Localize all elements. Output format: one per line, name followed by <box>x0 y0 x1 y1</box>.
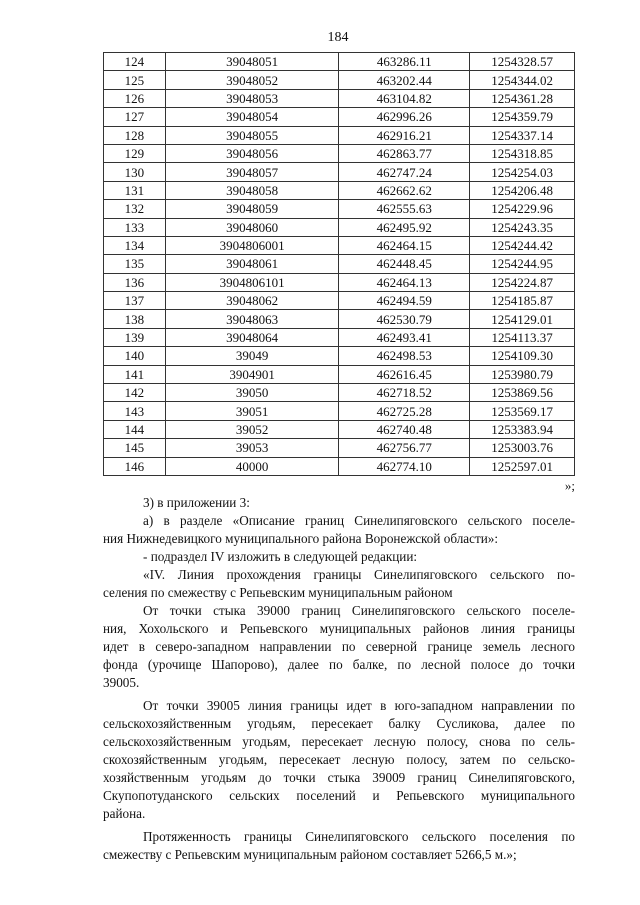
x-coordinate-cell: 462662.62 <box>339 181 470 199</box>
text-line: фонда (урочище Шапорово), далее по балке, по лесной полосе до точки <box>103 657 575 672</box>
point-id-cell: 39048056 <box>165 144 339 162</box>
table-row <box>104 126 575 144</box>
y-coordinate-cell: 1254244.42 <box>470 236 575 254</box>
point-id-cell: 39048059 <box>165 200 339 218</box>
text-line: сельскохозяйственным угодьям, пересекает лесную полосу, снова по сель- <box>103 734 575 749</box>
point-id-cell: 39049 <box>165 347 339 365</box>
y-coordinate-cell: 1254129.01 <box>470 310 575 328</box>
y-coordinate-cell: 1254244.95 <box>470 255 575 273</box>
table-row <box>104 53 575 71</box>
text-line: «IV. Линия прохождения границы Синелипяговского сельского по- <box>143 567 575 582</box>
x-coordinate-cell: 462498.53 <box>339 347 470 365</box>
paragraph <box>103 548 575 566</box>
document-body <box>103 494 575 864</box>
point-id-cell: 39048054 <box>165 108 339 126</box>
row-number-cell: 132 <box>104 200 166 218</box>
point-id-cell: 39048064 <box>165 328 339 346</box>
y-coordinate-cell: 1254359.79 <box>470 108 575 126</box>
x-coordinate-cell: 462448.45 <box>339 255 470 273</box>
table-row <box>104 384 575 402</box>
x-coordinate-cell: 462493.41 <box>339 328 470 346</box>
table-row <box>104 273 575 291</box>
paragraph <box>103 697 575 823</box>
row-number-cell: 140 <box>104 347 166 365</box>
table-row <box>104 365 575 383</box>
x-coordinate-cell: 463286.11 <box>339 53 470 71</box>
y-coordinate-cell: 1254206.48 <box>470 181 575 199</box>
x-coordinate-cell: 462916.21 <box>339 126 470 144</box>
text-line: - подраздел IV изложить в следующей редакции: <box>143 549 418 564</box>
x-coordinate-cell: 462996.26 <box>339 108 470 126</box>
y-coordinate-cell: 1254337.14 <box>470 126 575 144</box>
page-number: 184 <box>327 30 349 45</box>
row-number-cell: 125 <box>104 71 166 89</box>
y-coordinate-cell: 1253980.79 <box>470 365 575 383</box>
point-id-cell: 39048058 <box>165 181 339 199</box>
y-coordinate-cell: 1253383.94 <box>470 420 575 438</box>
row-number-cell: 131 <box>104 181 166 199</box>
x-coordinate-cell: 462756.77 <box>339 439 470 457</box>
table-row <box>104 200 575 218</box>
row-number-cell: 133 <box>104 218 166 236</box>
x-coordinate-cell: 462774.10 <box>339 457 470 475</box>
text-line: Протяженность границы Синелипяговского сельского поселения по <box>143 829 575 844</box>
paragraph <box>103 566 575 602</box>
row-number-cell: 124 <box>104 53 166 71</box>
table-row <box>104 292 575 310</box>
row-number-cell: 138 <box>104 310 166 328</box>
table-row <box>104 236 575 254</box>
point-id-cell: 39048063 <box>165 310 339 328</box>
text-line: Скупопотуданского сельских поселений и Репьевского муниципального <box>103 788 575 803</box>
x-coordinate-cell: 462725.28 <box>339 402 470 420</box>
y-coordinate-cell: 1254109.30 <box>470 347 575 365</box>
text-line: района. <box>103 806 146 821</box>
x-coordinate-cell: 462464.15 <box>339 236 470 254</box>
point-id-cell: 39053 <box>165 439 339 457</box>
paragraph <box>103 512 575 548</box>
y-coordinate-cell: 1253003.76 <box>470 439 575 457</box>
text-line: От точки стыка 39000 границ Синелипяговского сельского поселе- <box>143 603 575 618</box>
x-coordinate-cell: 462718.52 <box>339 384 470 402</box>
y-coordinate-cell: 1254229.96 <box>470 200 575 218</box>
y-coordinate-cell: 1254243.35 <box>470 218 575 236</box>
text-line: селения по смежеству с Репьевским муниципальным районом <box>103 585 453 600</box>
y-coordinate-cell: 1254113.37 <box>470 328 575 346</box>
point-id-cell: 39048062 <box>165 292 339 310</box>
point-id-cell: 39048052 <box>165 71 339 89</box>
row-number-cell: 127 <box>104 108 166 126</box>
row-number-cell: 145 <box>104 439 166 457</box>
x-coordinate-cell: 462555.63 <box>339 200 470 218</box>
row-number-cell: 128 <box>104 126 166 144</box>
y-coordinate-cell: 1254224.87 <box>470 273 575 291</box>
table-row <box>104 71 575 89</box>
row-number-cell: 126 <box>104 89 166 107</box>
table-row <box>104 347 575 365</box>
y-coordinate-cell: 1252597.01 <box>470 457 575 475</box>
text-line: сельскохозяйственным угодьям, пересекает балку Сусликова, далее по <box>103 716 575 731</box>
point-id-cell: 3904901 <box>165 365 339 383</box>
table-row <box>104 108 575 126</box>
text-line: От точки 39005 линия границы идет в юго-западном направлении по <box>143 698 575 713</box>
row-number-cell: 141 <box>104 365 166 383</box>
table-row <box>104 439 575 457</box>
table-row <box>104 420 575 438</box>
point-id-cell: 39048061 <box>165 255 339 273</box>
point-id-cell: 39048055 <box>165 126 339 144</box>
row-number-cell: 129 <box>104 144 166 162</box>
row-number-cell: 139 <box>104 328 166 346</box>
y-coordinate-cell: 1254328.57 <box>470 53 575 71</box>
coordinates-table <box>103 52 575 476</box>
point-id-cell: 39048057 <box>165 163 339 181</box>
y-coordinate-cell: 1254344.02 <box>470 71 575 89</box>
text-line: хозяйственным угодьям до точки стыка 39009 границ Синелипяговского, <box>103 770 575 785</box>
text-line: 3) в приложении 3: <box>143 495 250 510</box>
row-number-cell: 143 <box>104 402 166 420</box>
point-id-cell: 39052 <box>165 420 339 438</box>
point-id-cell: 39048051 <box>165 53 339 71</box>
text-line: ния, Хохольского и Репьевского муниципальных районов линия границы <box>103 621 575 636</box>
point-id-cell: 39051 <box>165 402 339 420</box>
table-row <box>104 310 575 328</box>
row-number-cell: 130 <box>104 163 166 181</box>
row-number-cell: 134 <box>104 236 166 254</box>
x-coordinate-cell: 462494.59 <box>339 292 470 310</box>
x-coordinate-cell: 462616.45 <box>339 365 470 383</box>
point-id-cell: 3904806101 <box>165 273 339 291</box>
x-coordinate-cell: 462530.79 <box>339 310 470 328</box>
y-coordinate-cell: 1254318.85 <box>470 144 575 162</box>
text-line: идет в северо-западном направлении по северной границе земель лесного <box>103 639 575 654</box>
x-coordinate-cell: 463104.82 <box>339 89 470 107</box>
x-coordinate-cell: 462747.24 <box>339 163 470 181</box>
table-row <box>104 328 575 346</box>
y-coordinate-cell: 1253869.56 <box>470 384 575 402</box>
table-row <box>104 144 575 162</box>
point-id-cell: 39048053 <box>165 89 339 107</box>
y-coordinate-cell: 1253569.17 <box>470 402 575 420</box>
row-number-cell: 144 <box>104 420 166 438</box>
row-number-cell: 136 <box>104 273 166 291</box>
text-line: а) в разделе «Описание границ Синелипяговского сельского поселе- <box>143 513 575 528</box>
paragraph <box>103 828 575 864</box>
row-number-cell: 146 <box>104 457 166 475</box>
table-row <box>104 457 575 475</box>
table-row <box>104 89 575 107</box>
text-line: ния Нижнедевицкого муниципального района Воронежской области»: <box>103 531 499 546</box>
y-coordinate-cell: 1254185.87 <box>470 292 575 310</box>
table-row <box>104 402 575 420</box>
point-id-cell: 39048060 <box>165 218 339 236</box>
table-row <box>104 255 575 273</box>
table-row <box>104 218 575 236</box>
paragraph <box>103 602 575 692</box>
point-id-cell: 3904806001 <box>165 236 339 254</box>
point-id-cell: 40000 <box>165 457 339 475</box>
x-coordinate-cell: 462740.48 <box>339 420 470 438</box>
x-coordinate-cell: 463202.44 <box>339 71 470 89</box>
row-number-cell: 137 <box>104 292 166 310</box>
y-coordinate-cell: 1254361.28 <box>470 89 575 107</box>
text-line: 39005. <box>103 675 140 690</box>
text-line: смежеству с Репьевским муниципальным районом составляет 5266,5 м.»; <box>103 847 517 862</box>
paragraph <box>103 494 575 512</box>
text-line: скохозяйственным угодьям, пересекает лесную полосу, затем по сельско- <box>103 752 575 767</box>
table-row <box>104 181 575 199</box>
x-coordinate-cell: 462464.13 <box>339 273 470 291</box>
x-coordinate-cell: 462863.77 <box>339 144 470 162</box>
closing-quote: »; <box>564 478 575 493</box>
table-row <box>104 163 575 181</box>
point-id-cell: 39050 <box>165 384 339 402</box>
y-coordinate-cell: 1254254.03 <box>470 163 575 181</box>
row-number-cell: 142 <box>104 384 166 402</box>
row-number-cell: 135 <box>104 255 166 273</box>
x-coordinate-cell: 462495.92 <box>339 218 470 236</box>
